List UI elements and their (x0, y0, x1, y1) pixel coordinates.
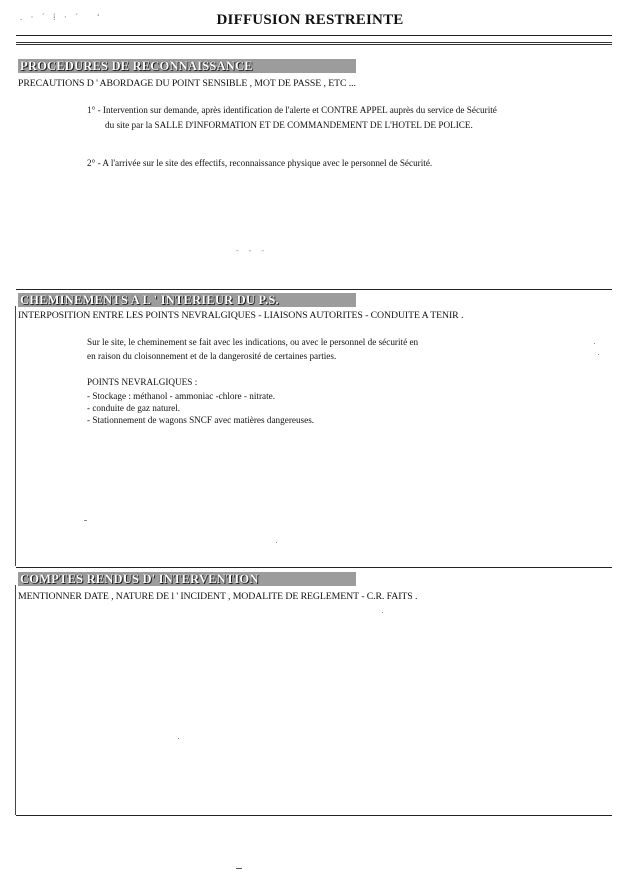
paragraph-line-1: Sur le site, le cheminement se fait avec les indications, ou avec le personnel de sécurité en (87, 337, 419, 347)
scan-speck (178, 738, 179, 739)
section-heading-reconnaissance: PROCEDURES DE RECONNAISSANCE (18, 59, 356, 73)
section-subtitle-cheminements: INTERPOSITION ENTRE LES POINTS NEVRALGIQUES - LIAISONS AUTORITES - CONDUITE A TENIR . (18, 310, 464, 321)
point-item-1: - Stockage : méthanol - ammoniac -chlore - nitrate. (87, 391, 276, 401)
page-mark (236, 868, 242, 869)
scan-speck (382, 612, 383, 613)
reconnaissance-item-1 (87, 104, 607, 131)
item-1-line-2: du site par la SALLE D'INFORMATION ET DE COMMANDEMENT DE L'HOTEL DE POLICE. (105, 120, 473, 130)
paragraph-line-2: en raison du cloisonnement et de la dangerosité de certaines parties. (87, 351, 337, 361)
scan-marks: . · ´ ⁞ · ´ ‘ (20, 12, 103, 22)
reconnaissance-item-2: 2° - A l'arrivée sur le site des effectifs, reconnaissance physique avec le personnel de Sécurité. (87, 158, 433, 168)
points-list (87, 390, 607, 426)
points-title: POINTS NEVRALGIQUES : (87, 377, 198, 387)
point-item-3: - Stationnement de wagons SNCF avec matières dangereuses. (87, 415, 315, 425)
section-rule-comptes-rendus (16, 567, 612, 568)
scan-speck (276, 542, 277, 543)
scan-speck (84, 520, 87, 521)
cheminements-paragraph (87, 336, 607, 362)
page-title: DIFFUSION RESTREINTE (216, 12, 404, 28)
point-item-2: - conduite de gaz naturel. (87, 403, 181, 413)
left-margin-line-2 (15, 306, 16, 566)
section-subtitle-reconnaissance: PRECAUTIONS D ' ABORDAGE DU POINT SENSIBLE , MOT DE PASSE , ETC ... (18, 78, 356, 89)
scan-speck (598, 354, 599, 355)
scan-specks: - - - (236, 246, 268, 255)
bottom-rule (16, 815, 612, 816)
header-double-rule (16, 42, 612, 45)
section-subtitle-comptes-rendus: MENTIONNER DATE , NATURE DE l ' INCIDENT , MODALITE DE REGLEMENT - C.R. FAITS . (18, 591, 418, 602)
left-margin-line-3 (15, 585, 16, 815)
section-heading-comptes-rendus: COMPTES RENDUS D' INTERVENTION (18, 572, 356, 586)
header-rule (16, 35, 612, 36)
item-1-line-1: 1° - Intervention sur demande, après identification de l'alerte et CONTRE APPEL auprès du service de Sécurité (87, 105, 497, 115)
section-heading-cheminements: CHEMINEMENTS A L ' INTERIEUR DU P.S. (18, 293, 356, 307)
scan-speck (594, 343, 595, 344)
section-rule-cheminements (16, 289, 612, 290)
